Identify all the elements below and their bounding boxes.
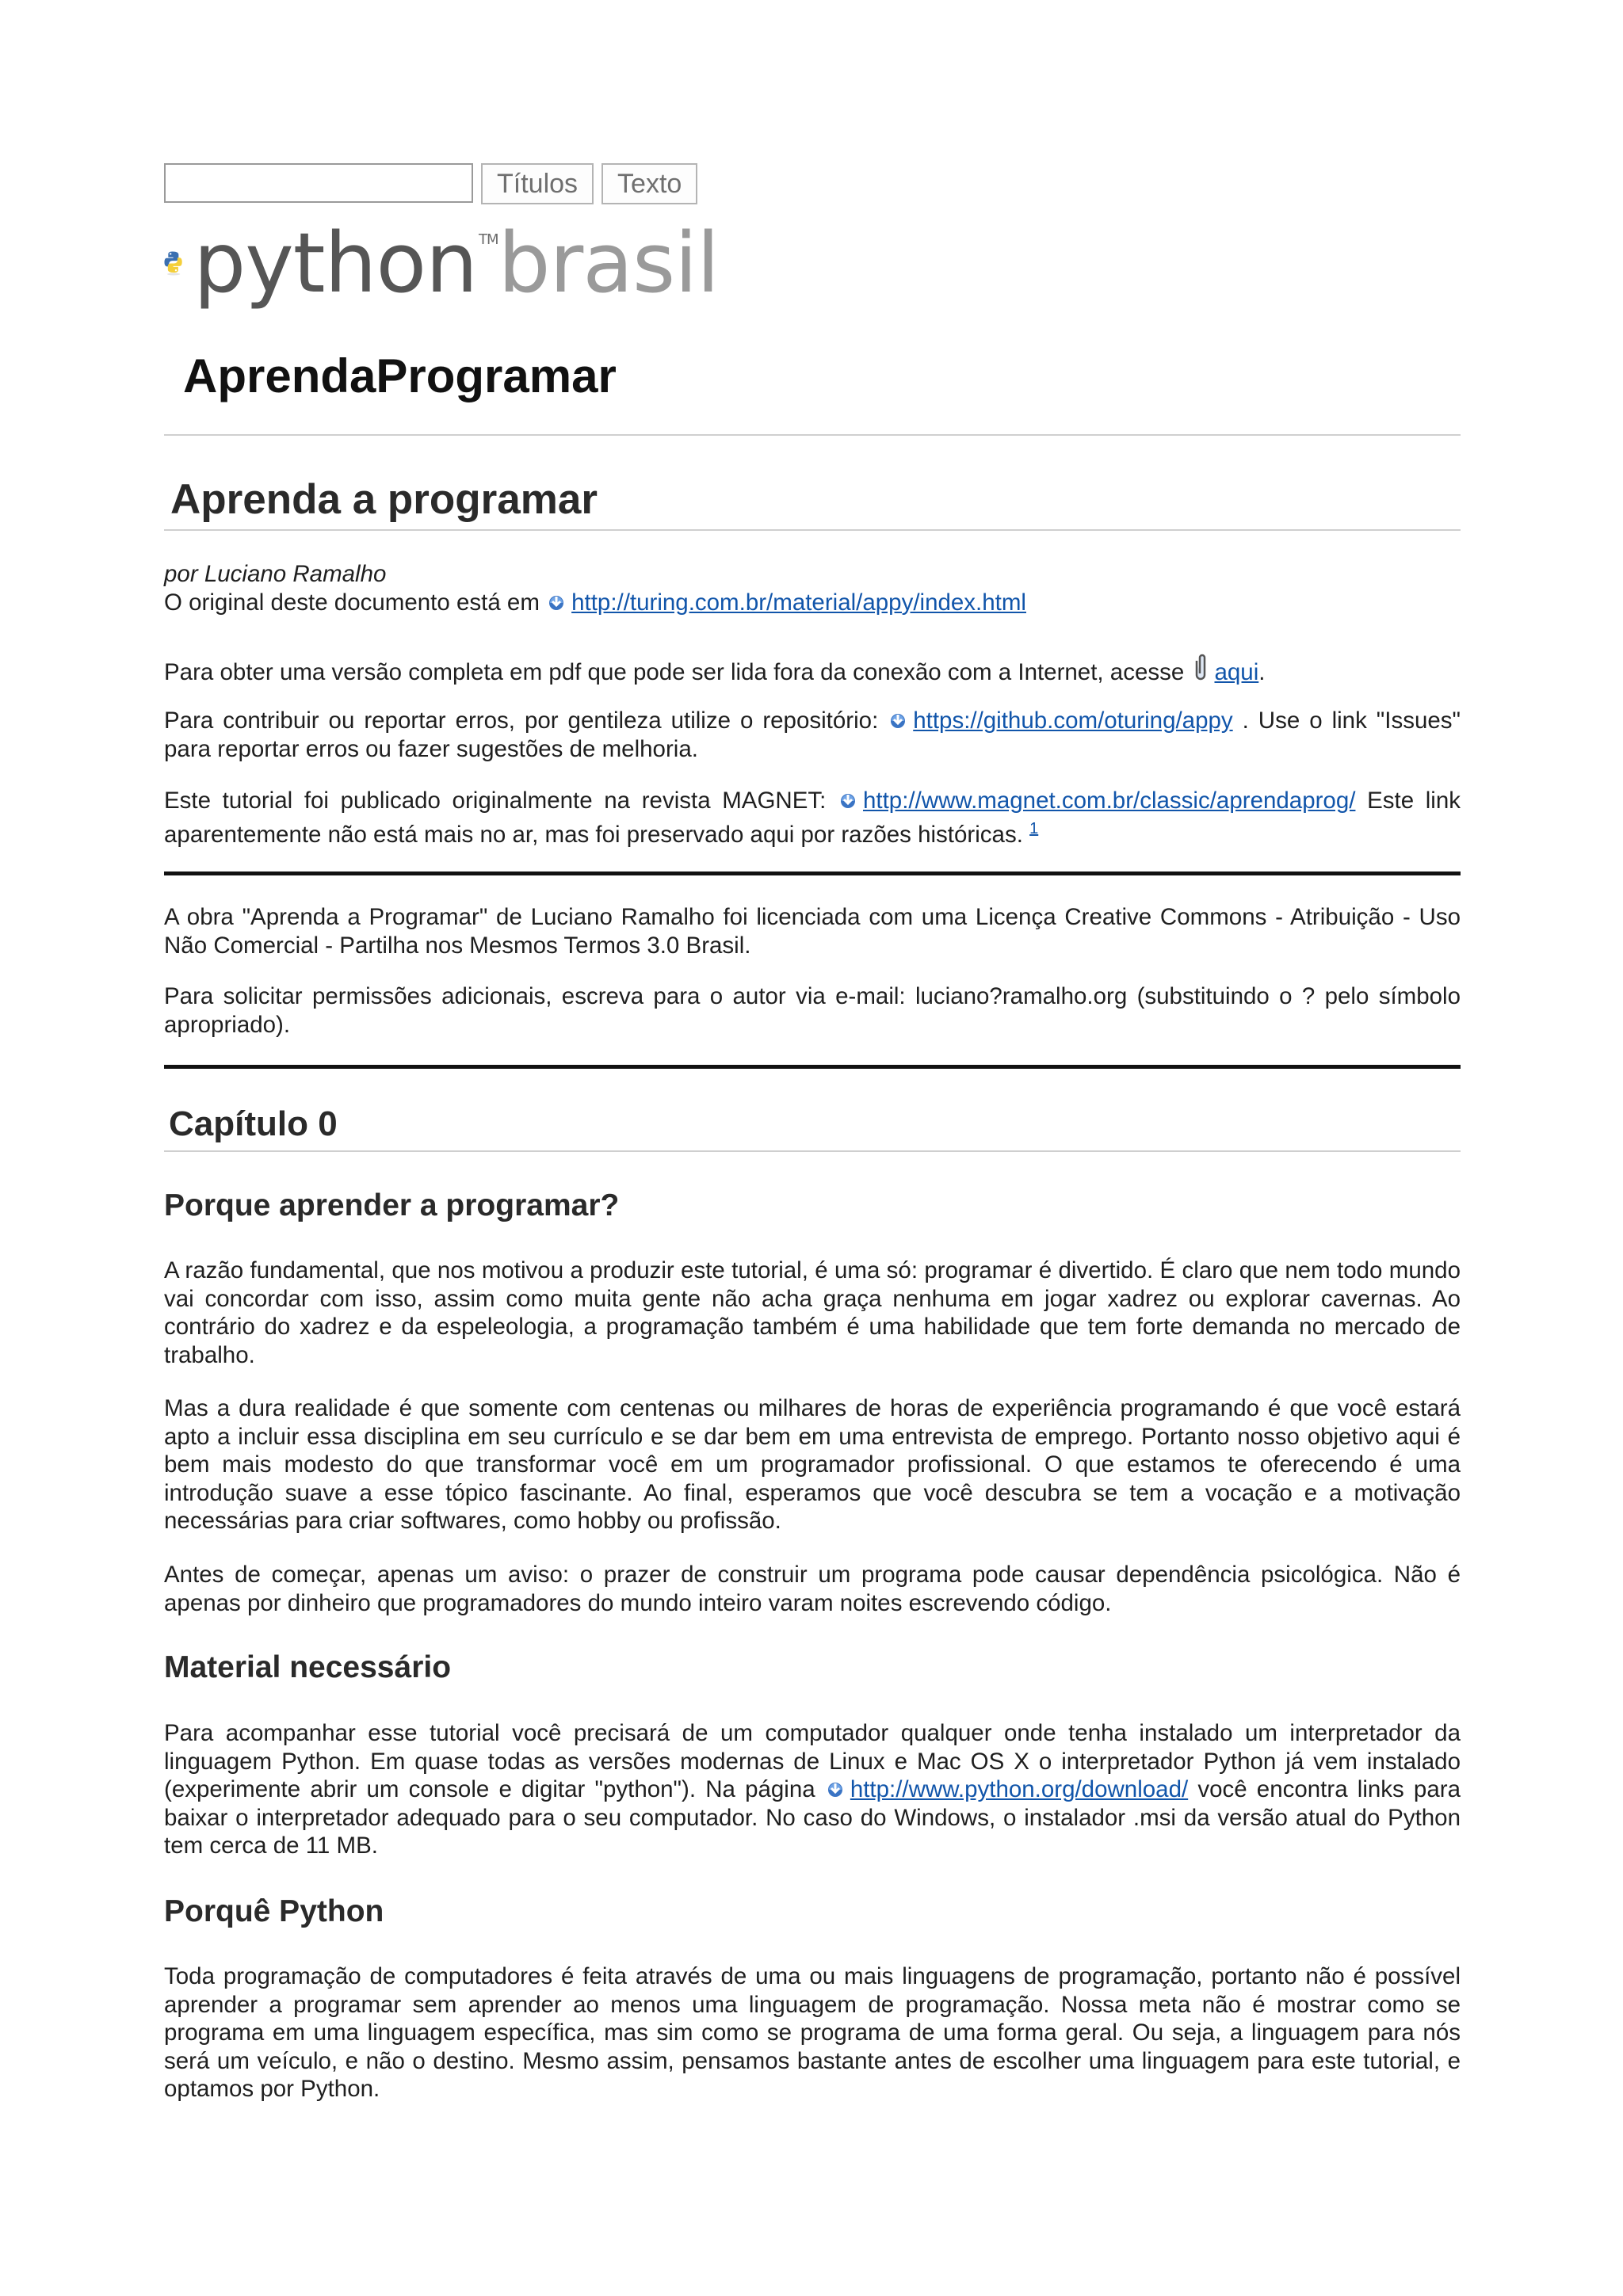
original-line	[164, 589, 1461, 617]
github-link[interactable]: https://github.com/oturing/appy	[913, 707, 1233, 734]
title-divider	[164, 434, 1461, 436]
license-top-rule	[164, 871, 1461, 875]
external-link-icon	[546, 594, 567, 612]
pdf-paragraph	[164, 651, 1461, 687]
material-paragraph	[164, 1719, 1461, 1860]
python-brasil-logo[interactable]	[164, 208, 719, 318]
whypython-paragraph: Toda programação de computadores é feita através de uma ou mais linguagens de programação, portanto não é possível aprender a programar sem aprender ao menos uma linguagem de programação. Nossa meta não é mostrar como se programa em uma linguagem específica, mas sim como se programa de uma forma geral. Ou seja, a linguagem para nós será um veículo, e não o destino. Mesmo assim, pensamos bastante antes de escolher uma linguagem para este tutorial, e optamos por Python.	[164, 1963, 1461, 2102]
pdf-link[interactable]: aqui	[1214, 659, 1259, 685]
search-input[interactable]	[164, 163, 473, 203]
chapter-title: Capítulo 0	[169, 1104, 338, 1143]
why-paragraph-3: Antes de começar, apenas um aviso: o prazer de construir um programa pode causar dependência psicológica. Não é apenas por dinheiro que programadores do mundo inteiro varam noites escrevendo código.	[164, 1562, 1461, 1616]
permissions-paragraph: Para solicitar permissões adicionais, escreva para o autor via e-mail: luciano?ramalho.org (substituindo o ? pelo símbolo apropriado).	[164, 983, 1461, 1038]
license-paragraph: A obra "Aprenda a Programar" de Luciano Ramalho foi licenciada com uma Licença Creative Commons - Atribuição - Uso Não Comercial - Partilha nos Mesmos Termos 3.0 Brasil.	[164, 904, 1461, 959]
logo-brasil-text: brasil	[498, 215, 719, 311]
external-link-icon	[838, 792, 858, 810]
original-text: O original deste documento está em	[164, 589, 540, 616]
text-search-button[interactable]: Texto	[601, 163, 697, 204]
magnet-paragraph	[164, 787, 1461, 849]
magnet-before: Este tutorial foi publicado originalmente na revista MAGNET:	[164, 788, 827, 814]
logo-trademark: TM	[478, 231, 498, 248]
original-link[interactable]: http://turing.com.br/material/appy/index.html	[571, 589, 1026, 616]
material-after: você encontra links para baixar o interpretador adequado para o seu computador. No caso do Windows, o instalador .msi da versão atual do Python tem cerca de 11 MB.	[164, 1776, 1461, 1859]
python-logo-icon	[164, 211, 182, 315]
page-title: AprendaProgramar	[183, 349, 617, 402]
pdf-text: Para obter uma versão completa em pdf que pode ser lida fora da conexão com a Internet, acesse	[164, 659, 1185, 685]
material-before: Para acompanhar esse tutorial você precisará de um computador qualquer onde tenha instalado um interpretador da linguagem Python. Em quase todas as versões modernas de Linux e Mac OS X o interpretador Python já vem instalado (experimente abrir um console e digitar "python"). Na página	[164, 1720, 1461, 1802]
titles-search-button[interactable]: Títulos	[481, 163, 594, 204]
contrib-after: . Use o link "Issues" para reportar erros ou fazer sugestões de melhoria.	[164, 707, 1461, 762]
contrib-paragraph	[164, 707, 1461, 763]
why-paragraph-1: A razão fundamental, que nos motivou a produzir este tutorial, é uma só: programar é divertido. É claro que nem todo mundo vai concordar com isso, assim como muita gente não acha graça nenhuma em jogar xadrez ou explorar cavernas. Ao contrário do xadrez e da espeleologia, a programação também é uma habilidade que tem forte demanda no mercado de trabalho.	[164, 1257, 1461, 1368]
external-link-icon	[825, 1781, 846, 1798]
whypython-heading: Porquê Python	[164, 1894, 384, 1928]
paperclip-icon	[1190, 651, 1211, 683]
author-block	[164, 560, 1461, 616]
python-download-link[interactable]: http://www.python.org/download/	[850, 1776, 1189, 1802]
search-bar	[164, 163, 697, 208]
why-paragraph-2: Mas a dura realidade é que somente com centenas ou milhares de horas de experiência programando é que você estará apto a incluir essa disciplina em seu currículo e se dar bem em uma entrevista de emprego. Portanto nosso objetivo aqui é bem mais modesto do que transformar você em um programador profissional. O que estamos te oferecendo é uma introdução suave a esse tópico fascinante. Ao final, esperamos que você descubra se tem a vocação e a motivação necessárias para criar softwares, como hobby ou profissão.	[164, 1395, 1461, 1534]
author-line: por Luciano Ramalho	[164, 561, 387, 587]
contrib-before: Para contribuir ou reportar erros, por gentileza utilize o repositório:	[164, 707, 879, 734]
pdf-after: .	[1258, 659, 1266, 685]
logo-python-text: python	[193, 215, 477, 311]
magnet-after: Este link aparentemente não está mais no ar, mas foi preservado aqui por razões históricas.	[164, 788, 1461, 848]
external-link-icon	[888, 712, 908, 730]
magnet-link[interactable]: http://www.magnet.com.br/classic/aprendaprog/	[863, 788, 1356, 814]
license-bottom-rule	[164, 1065, 1461, 1069]
footnote-link[interactable]: 1	[1029, 819, 1039, 837]
logo-wordmark	[193, 215, 719, 311]
chapter-divider	[164, 1150, 1461, 1152]
material-heading: Material necessário	[164, 1650, 452, 1684]
why-heading: Porque aprender a programar?	[164, 1188, 620, 1222]
section-divider	[164, 529, 1461, 531]
section-title: Aprenda a programar	[170, 476, 598, 523]
